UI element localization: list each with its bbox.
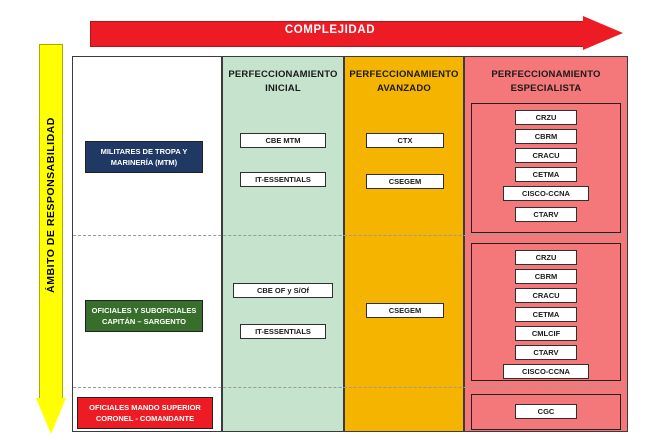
responsibility-axis-label: ÁMBITO DE RESPONSABILIDAD [45, 117, 57, 293]
column-header-initial-line2: INICIAL [265, 83, 301, 94]
course-pill: CISCO-CCNA [503, 186, 589, 201]
course-pill: CBE MTM [240, 133, 326, 148]
course-pill: CBRM [515, 269, 577, 284]
course-pill: CSEGEM [366, 303, 444, 318]
course-pill: CRACU [515, 288, 577, 303]
column-header-advanced-line2: AVANZADO [376, 83, 432, 94]
course-pill: IT-ESSENTIALS [240, 172, 326, 187]
role-badge-officers-line1: OFICIALES Y SUBOFICIALES [91, 306, 197, 315]
course-pill: CISCO-CCNA [503, 364, 589, 379]
course-pill: CRACU [515, 148, 577, 163]
course-pill: CTARV [515, 207, 577, 222]
role-badge-officers [85, 300, 203, 332]
role-badge-mtm-line1: MILITARES DE TROPA Y [100, 147, 188, 156]
column-perfeccionamiento-avanzado [345, 57, 465, 431]
course-pill: CGC [515, 404, 577, 419]
role-badge-command [77, 397, 213, 429]
responsibility-arrow-head-icon [36, 398, 66, 434]
course-pill: CETMA [515, 167, 577, 182]
course-pill: CETMA [515, 307, 577, 322]
course-pill: CBRM [515, 129, 577, 144]
column-roles [73, 57, 221, 431]
role-badge-command-line2: CORONEL - COMANDANTE [95, 414, 195, 423]
course-pill: CSEGEM [366, 174, 444, 189]
role-badge-officers-line2: CAPITÁN – SARGENTO [101, 317, 187, 326]
course-pill: CTX [366, 133, 444, 148]
course-pill: CRZU [515, 250, 577, 265]
role-badge-mtm [85, 141, 203, 173]
role-badge-command-line1: OFICIALES MANDO SUPERIOR [89, 403, 201, 412]
column-header-advanced-line1: PERFECCIONAMIENTO [349, 69, 459, 80]
course-pill: CBE OF y S/Of [233, 283, 333, 298]
course-pill: CRZU [515, 110, 577, 125]
column-header-initial [223, 57, 343, 96]
column-perfeccionamiento-inicial [221, 57, 345, 431]
band-separator-2 [73, 387, 627, 388]
complexity-axis-arrow [90, 16, 623, 50]
band-separator-1 [73, 235, 627, 236]
course-pill: CTARV [515, 345, 577, 360]
complexity-axis-label: COMPLEJIDAD [284, 24, 376, 36]
column-header-specialist-line1: PERFECCIONAMIENTO [491, 69, 601, 80]
column-header-specialist [465, 57, 627, 96]
course-pill: CMLCIF [515, 326, 577, 341]
complexity-arrow-head-icon [583, 16, 623, 50]
training-matrix [72, 56, 628, 432]
role-badge-mtm-line2: MARINERÍA (MTM) [110, 158, 178, 167]
course-pill: IT-ESSENTIALS [240, 324, 326, 339]
column-header-advanced [345, 57, 463, 96]
column-header-specialist-line2: ESPECIALISTA [510, 83, 582, 94]
column-header-initial-line1: PERFECCIONAMIENTO [228, 69, 338, 80]
responsibility-axis-arrow [36, 44, 66, 434]
